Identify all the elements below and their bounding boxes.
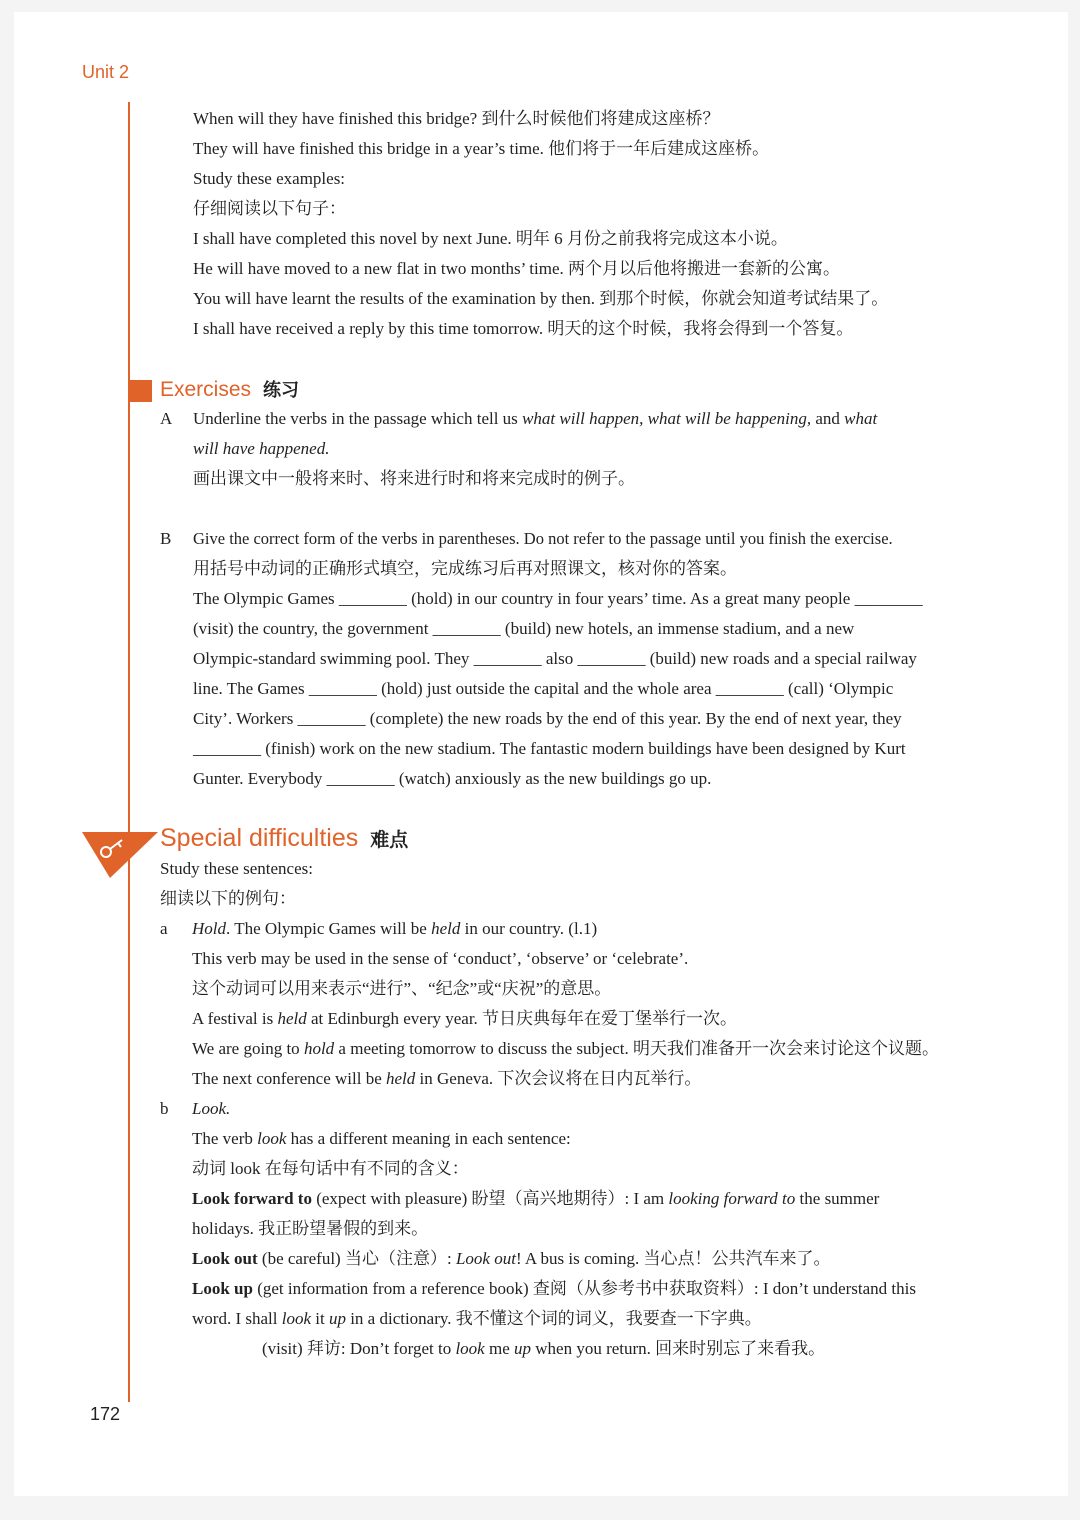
- intro-line: I shall have completed this novel by next June. 明年 6 月份之前我将完成这本小说。: [193, 229, 788, 248]
- exercise-a-label: A: [160, 409, 173, 428]
- exercise-a-line: 画出课文中一般将来时、将来进行时和将来完成时的例子。: [193, 469, 635, 488]
- margin-rule: [128, 102, 130, 1402]
- intro-line: When will they have finished this bridge? 到什么时候他们将建成这座桥？: [193, 109, 720, 128]
- intro-line: They will have finished this bridge in a year’s time. 他们将于一年后建成这座桥。: [193, 139, 770, 158]
- exercise-b-line: 用括号中动词的正确形式填空，完成练习后再对照课文，核对你的答案。: [193, 559, 737, 578]
- exercise-b-line: The Olympic Games ________ (hold) in our country in four years’ time. As a great many people ________: [193, 589, 923, 608]
- look-forward-line: Look forward to (expect with pleasure) 盼望（高兴地期待）: I am looking forward to the summer: [192, 1189, 880, 1208]
- exercise-b-line: ________ (finish) work on the new stadium. The fantastic modern buildings have been designed by Kurt: [193, 739, 906, 758]
- unit-label: Unit 2: [82, 62, 130, 82]
- item-b-line: The verb look has a different meaning in each sentence:: [192, 1129, 571, 1148]
- item-a-label: a: [160, 919, 168, 938]
- exercise-b-label: B: [160, 529, 172, 548]
- exercises-marker: [130, 380, 152, 402]
- exercise-b-line: City’. Workers ________ (complete) the new roads by the end of this year. By the end of next year, they: [193, 709, 902, 728]
- intro-line: I shall have received a reply by this time tomorrow. 明天的这个时候，我将会得到一个答复。: [193, 319, 854, 338]
- look-out-line: Look out (be careful) 当心（注意）: Look out! A bus is coming. 当心点！公共汽车来了。: [192, 1249, 831, 1268]
- item-a-line: 这个动词可以用来表示“进行”、“纪念”或“庆祝”的意思。: [192, 979, 612, 998]
- exercises-title: Exercises: [160, 378, 252, 401]
- textbook-page: [14, 12, 1068, 1496]
- special-title-cn: 难点: [370, 829, 409, 851]
- intro-line: 仔细阅读以下句子：: [193, 199, 346, 218]
- look-up-line: Look up (get information from a reference book) 查阅（从参考书中获取资料）: I don’t understand this: [192, 1279, 916, 1298]
- item-b-label: b: [160, 1099, 169, 1118]
- look-forward-line: holidays. 我正盼望暑假的到来。: [192, 1219, 429, 1238]
- exercise-a-line: will have happened.: [193, 439, 330, 458]
- exercise-b-line: (visit) the country, the government ________ (build) new hotels, an immense stadium, and a new: [193, 619, 855, 638]
- exercise-a-line: Underline the verbs in the passage which tell us what will happen, what will be happening, and what: [193, 409, 878, 428]
- look-up-visit-line: (visit) 拜访: Don’t forget to look me up when you return. 回来时别忘了来看我。: [262, 1339, 826, 1358]
- key-icon: [82, 830, 162, 880]
- item-a-example: A festival is held at Edinburgh every year. 节日庆典每年在爱丁堡举行一次。: [192, 1009, 738, 1028]
- page-number: 172: [90, 1404, 121, 1424]
- exercise-b-line: line. The Games ________ (hold) just outside the capital and the whole area ________ (call) ‘Olympic: [193, 679, 894, 698]
- item-a-line: Hold. The Olympic Games will be held in our country. (l.1): [192, 919, 598, 938]
- exercise-b-line: Olympic-standard swimming pool. They ________ also ________ (build) new roads and a special railway: [193, 649, 917, 668]
- exercise-b-line: Give the correct form of the verbs in parentheses. Do not refer to the passage until you finish the exercise.: [193, 529, 893, 548]
- special-intro-cn: 细读以下的例句：: [160, 889, 296, 908]
- exercise-b-line: Gunter. Everybody ________ (watch) anxiously as the new buildings go up.: [193, 769, 712, 788]
- special-intro: Study these sentences:: [160, 859, 313, 878]
- item-b-line: 动词 look 在每句话中有不同的含义：: [192, 1159, 469, 1178]
- intro-line: He will have moved to a new flat in two months’ time. 两个月以后他将搬进一套新的公寓。: [193, 259, 841, 278]
- item-a-example: The next conference will be held in Geneva. 下次会议将在日内瓦举行。: [192, 1069, 702, 1088]
- item-a-example: We are going to hold a meeting tomorrow to discuss the subject. 明天我们准备开一次会来讨论这个议题。: [192, 1039, 940, 1058]
- special-heading: [160, 824, 408, 853]
- item-a-line: This verb may be used in the sense of ‘conduct’, ‘observe’ or ‘celebrate’.: [192, 949, 689, 968]
- special-title: Special difficulties: [160, 824, 359, 852]
- exercises-heading: [160, 376, 299, 402]
- look-up-line: word. I shall look it up in a dictionary. 我不懂这个词的词义，我要查一下字典。: [192, 1309, 762, 1328]
- intro-line: Study these examples:: [193, 169, 346, 188]
- intro-line: You will have learnt the results of the examination by then. 到那个时候，你就会知道考试结果了。: [193, 289, 889, 308]
- exercises-title-cn: 练习: [263, 380, 300, 401]
- item-b-title: Look.: [192, 1099, 231, 1118]
